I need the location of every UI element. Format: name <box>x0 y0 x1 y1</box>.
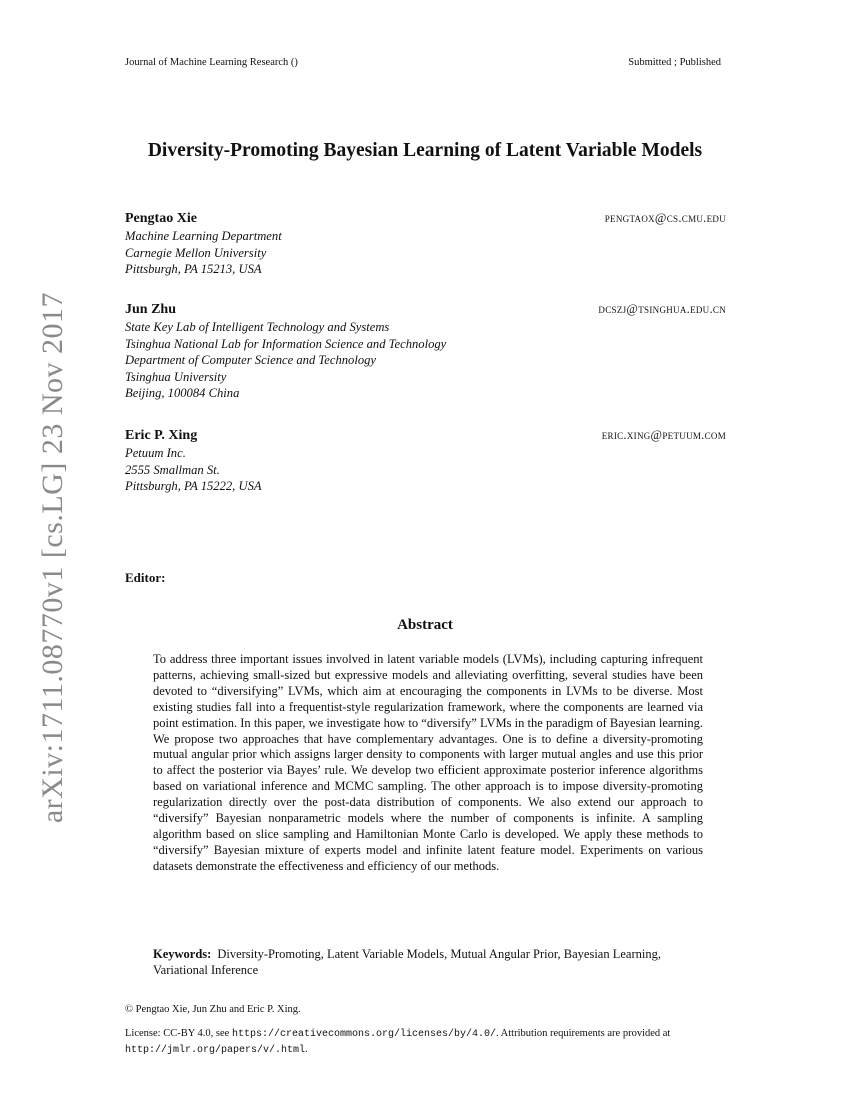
author-affiliation-line: Beijing, 100084 China <box>125 386 240 400</box>
author-email[interactable]: dcszj@tsinghua.edu.cn <box>598 302 726 316</box>
license-mid: . Attribution requirements are provided at <box>495 1028 671 1039</box>
author-affiliation-line: Tsinghua University <box>125 369 227 384</box>
author-affiliation-line: 2555 Smallman St. <box>125 462 220 477</box>
author-name: Pengtao Xie <box>125 211 197 226</box>
license-link[interactable]: https://creativecommons.org/licenses/by/4.0/ <box>231 1029 496 1040</box>
editor-label: Editor: <box>125 570 166 585</box>
keywords-text: Diversity-Promoting, Latent Variable Models, Mutual Angular Prior, Bayesian Learning, Variational Inference <box>153 947 661 977</box>
paper-title: Diversity-Promoting Bayesian Learning of Latent Variable Models <box>147 140 703 161</box>
author-affiliation-line: Pittsburgh, PA 15222, USA <box>125 479 262 493</box>
journal-header: Journal of Machine Learning Research () <box>125 57 298 68</box>
author-affiliation-line: Petuum Inc. <box>125 446 186 460</box>
author-affiliation-line: State Key Lab of Intelligent Technology and Systems <box>125 320 390 334</box>
author-block <box>125 210 726 278</box>
arxiv-sidebar-stamp: arXiv:1711.08770v1 [cs.LG] 23 Nov 2017 <box>36 292 69 824</box>
abstract-heading: Abstract <box>397 617 453 633</box>
author-name: Eric P. Xing <box>125 428 198 443</box>
author-name: Jun Zhu <box>125 302 176 317</box>
author-affiliation-line: Machine Learning Department <box>125 229 282 243</box>
author-affiliation-line: Department of Computer Science and Technology <box>125 353 377 367</box>
keywords <box>153 947 703 979</box>
author-email[interactable]: pengtaox@cs.cmu.edu <box>604 211 726 225</box>
copyright-notice: © Pengtao Xie, Jun Zhu and Eric P. Xing. <box>125 1004 301 1015</box>
author-email[interactable]: eric.xing@petuum.com <box>601 428 726 442</box>
submission-status: Submitted ; Published <box>628 57 721 68</box>
author-affiliation-line: Pittsburgh, PA 15213, USA <box>125 262 262 276</box>
author-block <box>125 301 726 402</box>
license-prefix: License: CC-BY 4.0, see <box>125 1028 232 1039</box>
license-suffix: . <box>305 1043 308 1055</box>
author-affiliation-line: Tsinghua National Lab for Information Science and Technology <box>125 336 447 351</box>
abstract-text: To address three important issues involved in latent variable models (LVMs), including capturing infrequent patterns, achieving small-sized but expressive models and alleviating overfitting, several studies have been devoted to “diversifying” LVMs, which aim at encouraging the components in LVMs to be diverse. Most existing studies fall into a frequentist-style regularization framework, where the components are learned via point estimation. In this paper, we investigate how to “diversify” LVMs in the paradigm of Bayesian learning. We propose two approaches that have complementary advantages. One is to define a diversity-promoting mutual angular prior which assigns larger density to components with larger mutual angles and use this prior to affect the posterior via Bayes’ rule. We develop two efficient approximate posterior inference algorithms based on variational inference and MCMC sampling. The other approach is to impose diversity-promoting regularization directly over the post-data distribution of components. We also extend our approach to “diversify” Bayesian nonparametric models where the number of components is infinite. A sampling algorithm based on slice sampling and Hamiltonian Monte Carlo is developed. We apply these methods to “diversify” Bayesian mixture of experts model and infinite latent feature model. Experiments on various datasets demonstrate the effectiveness and efficiency of our methods. <box>153 652 703 873</box>
author-affiliation-line: Carnegie Mellon University <box>125 245 267 260</box>
attribution-link[interactable]: http://jmlr.org/papers/v/.html <box>125 1044 306 1056</box>
author-block <box>125 427 726 495</box>
license-notice <box>125 1027 725 1058</box>
keywords-label: Keywords: <box>153 947 212 961</box>
